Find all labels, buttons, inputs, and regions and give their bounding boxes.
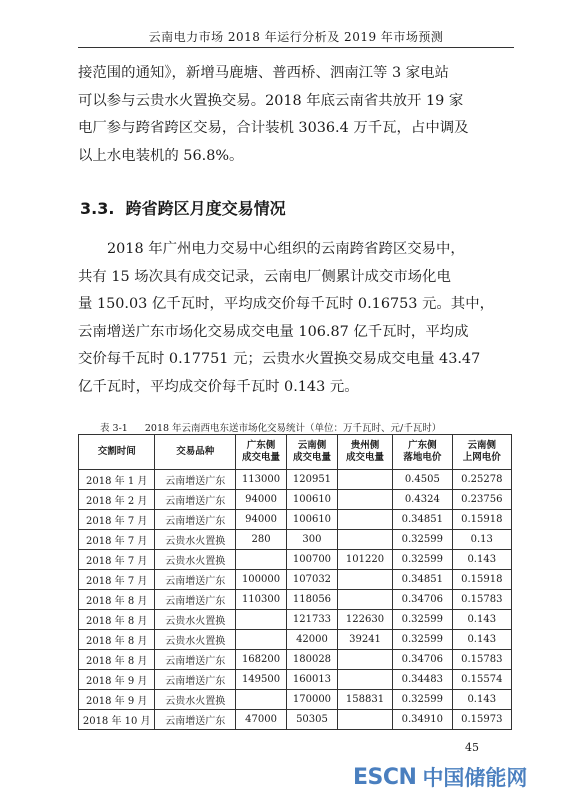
table-cell: 100700: [287, 550, 338, 570]
table-cell: 120951: [287, 470, 338, 490]
paragraph-line: 交价每千瓦时 0.17751 元；云贵水火置换交易成交电量 43.47: [78, 351, 481, 367]
watermark-logo: ESCN: [353, 764, 417, 790]
table-cell: 2018 年 7 月: [79, 570, 155, 590]
table-cell: 149500: [236, 670, 287, 690]
table-cell: 云南增送广东: [155, 470, 236, 490]
table-row: [79, 510, 512, 530]
section-title: 跨省跨区月度交易情况: [125, 199, 286, 218]
table-cell: [337, 710, 392, 730]
table-row: [79, 630, 512, 650]
table-cell: 0.34910: [393, 710, 452, 730]
table-cell: 0.4324: [393, 490, 452, 510]
table-cell: 0.32599: [393, 530, 452, 550]
table-header-cell: 广东侧 落地电价: [393, 435, 452, 470]
table-cell: 云南增送广东: [155, 510, 236, 530]
table-cell: 0.34851: [393, 570, 452, 590]
table-cell: 2018 年 7 月: [79, 510, 155, 530]
table-cell: 云贵水火置换: [155, 630, 236, 650]
table-cell: 47000: [236, 710, 287, 730]
watermark: [353, 762, 558, 792]
table-cell: 2018 年 2 月: [79, 490, 155, 510]
table-row: [79, 590, 512, 610]
table-cell: [337, 490, 392, 510]
table-cell: 118056: [287, 590, 338, 610]
table-cell: 107032: [287, 570, 338, 590]
watermark-text: 中国储能网: [422, 766, 528, 790]
table-cell: [236, 630, 287, 650]
table-cell: 2018 年 8 月: [79, 650, 155, 670]
table-cell: 0.143: [452, 610, 511, 630]
table-row: [79, 490, 512, 510]
table-cell: [236, 610, 287, 630]
table-caption: [100, 420, 490, 434]
table-cell: 100610: [287, 510, 338, 530]
table-cell: 0.32599: [393, 630, 452, 650]
table-cell: [337, 670, 392, 690]
table-cell: 50305: [287, 710, 338, 730]
table-header-cell: 广东侧 成交电量: [236, 435, 287, 470]
table-cell: 2018 年 8 月: [79, 590, 155, 610]
table-cell: 0.32599: [393, 610, 452, 630]
table-row: [79, 530, 512, 550]
paragraph-line: 量 150.03 亿千瓦时，平均成交价每千瓦时 0.16753 元。其中，: [78, 296, 494, 312]
paragraph-line: 以上水电装机的 56.8%。: [78, 147, 244, 164]
table-caption-text: 2018 年云南西电东送市场化交易统计（单位：万千瓦时、元/千瓦时）: [144, 423, 442, 434]
paragraph-line: 共有 15 场次具有成交记录，云南电厂侧累计成交市场化电: [78, 268, 451, 285]
table-header-row: [79, 435, 512, 470]
table-cell: [337, 470, 392, 490]
table-cell: 云贵水火置换: [155, 690, 236, 710]
table-cell: 122630: [337, 610, 392, 630]
table-cell: [236, 550, 287, 570]
paragraph-line: 亿千瓦时，平均成交价每千瓦时 0.143 元。: [78, 378, 359, 395]
table-cell: 100000: [236, 570, 287, 590]
table-row: [79, 670, 512, 690]
table-cell: 云南增送广东: [155, 570, 236, 590]
table-cell: 39241: [337, 630, 392, 650]
table-cell: 0.15973: [452, 710, 511, 730]
table-cell: [337, 530, 392, 550]
page-number: 45: [465, 741, 479, 754]
table-row: [79, 570, 512, 590]
table-cell: 0.34706: [393, 590, 452, 610]
table-cell: 0.143: [452, 550, 511, 570]
header-rule: [78, 47, 514, 48]
table-cell: 168200: [236, 650, 287, 670]
table-cell: 2018 年 8 月: [79, 630, 155, 650]
table-cell: 101220: [337, 550, 392, 570]
table-cell: 0.34483: [393, 670, 452, 690]
table-cell: 2018 年 1 月: [79, 470, 155, 490]
table-cell: [337, 650, 392, 670]
table-cell: 300: [287, 530, 338, 550]
table-cell: 121733: [287, 610, 338, 630]
trade-statistics-table: [78, 434, 512, 730]
paragraph-line: 云南增送广东市场化交易成交电量 106.87 亿千瓦时，平均成: [78, 323, 469, 340]
table-cell: 0.25278: [452, 470, 511, 490]
table-cell: 94000: [236, 510, 287, 530]
table-cell: 110300: [236, 590, 287, 610]
table-cell: [337, 570, 392, 590]
table-caption-number: 表 3-1: [100, 423, 128, 434]
table-cell: 云南增送广东: [155, 670, 236, 690]
table-cell: 0.4505: [393, 470, 452, 490]
table-cell: 0.15783: [452, 590, 511, 610]
paragraph-2: [78, 236, 510, 401]
table-cell: 2018 年 8 月: [79, 610, 155, 630]
table-header-cell: 云南侧 上网电价: [452, 435, 511, 470]
table-cell: 0.15783: [452, 650, 511, 670]
table-cell: 180028: [287, 650, 338, 670]
table-cell: 云贵水火置换: [155, 530, 236, 550]
table-cell: 2018 年 10 月: [79, 710, 155, 730]
table-cell: [337, 590, 392, 610]
table-cell: 160013: [287, 670, 338, 690]
table-cell: 158831: [337, 690, 392, 710]
table-cell: 0.34706: [393, 650, 452, 670]
section-heading: [80, 196, 286, 219]
table-row: [79, 550, 512, 570]
paragraph-line: 接范围的通知》，新增马鹿塘、普西桥、泗南江等 3 家电站: [78, 65, 449, 81]
table-header-cell: 贵州侧 成交电量: [337, 435, 392, 470]
table-cell: 云南增送广东: [155, 650, 236, 670]
paragraph-line: 可以参与云贵水火置换交易。2018 年底云南省共放开 19 家: [78, 92, 464, 109]
table-cell: [236, 690, 287, 710]
table-cell: 170000: [287, 690, 338, 710]
table-cell: 0.13: [452, 530, 511, 550]
table-cell: 113000: [236, 470, 287, 490]
table-cell: 100610: [287, 490, 338, 510]
table-cell: [337, 510, 392, 530]
table-cell: 2018 年 7 月: [79, 550, 155, 570]
table-cell: 0.143: [452, 690, 511, 710]
table-row: [79, 650, 512, 670]
page-header: 云南电力市场 2018 年运行分析及 2019 年市场预测: [148, 30, 444, 44]
table-cell: 云南增送广东: [155, 710, 236, 730]
table-cell: 0.32599: [393, 550, 452, 570]
table-cell: 94000: [236, 490, 287, 510]
table-cell: 云南增送广东: [155, 490, 236, 510]
table-cell: 云南增送广东: [155, 590, 236, 610]
table-cell: 0.15918: [452, 570, 511, 590]
table-header-cell: 交易品种: [155, 435, 236, 470]
table-cell: 280: [236, 530, 287, 550]
table-row: [79, 690, 512, 710]
paragraph-line: 电厂参与跨省跨区交易，合计装机 3036.4 万千瓦，占中调及: [78, 120, 469, 136]
paragraph-line: 2018 年广州电力交易中心组织的云南跨省跨区交易中，: [107, 241, 465, 257]
paragraph-1: [78, 60, 510, 170]
table-cell: 0.143: [452, 630, 511, 650]
table-row: [79, 710, 512, 730]
table-cell: 0.15574: [452, 670, 511, 690]
table-cell: 2018 年 9 月: [79, 690, 155, 710]
table-cell: 2018 年 9 月: [79, 670, 155, 690]
table-cell: 42000: [287, 630, 338, 650]
table-cell: 0.15918: [452, 510, 511, 530]
table-row: [79, 610, 512, 630]
table-cell: 0.34851: [393, 510, 452, 530]
table-row: [79, 470, 512, 490]
table-header-cell: 云南侧 成交电量: [287, 435, 338, 470]
section-number: 3.3.: [80, 199, 115, 218]
table-cell: 0.23756: [452, 490, 511, 510]
table-cell: 云贵水火置换: [155, 550, 236, 570]
table-cell: 2018 年 7 月: [79, 530, 155, 550]
table-header-cell: 交割时间: [79, 435, 155, 470]
table-cell: 云贵水火置换: [155, 610, 236, 630]
table-cell: 0.32599: [393, 690, 452, 710]
